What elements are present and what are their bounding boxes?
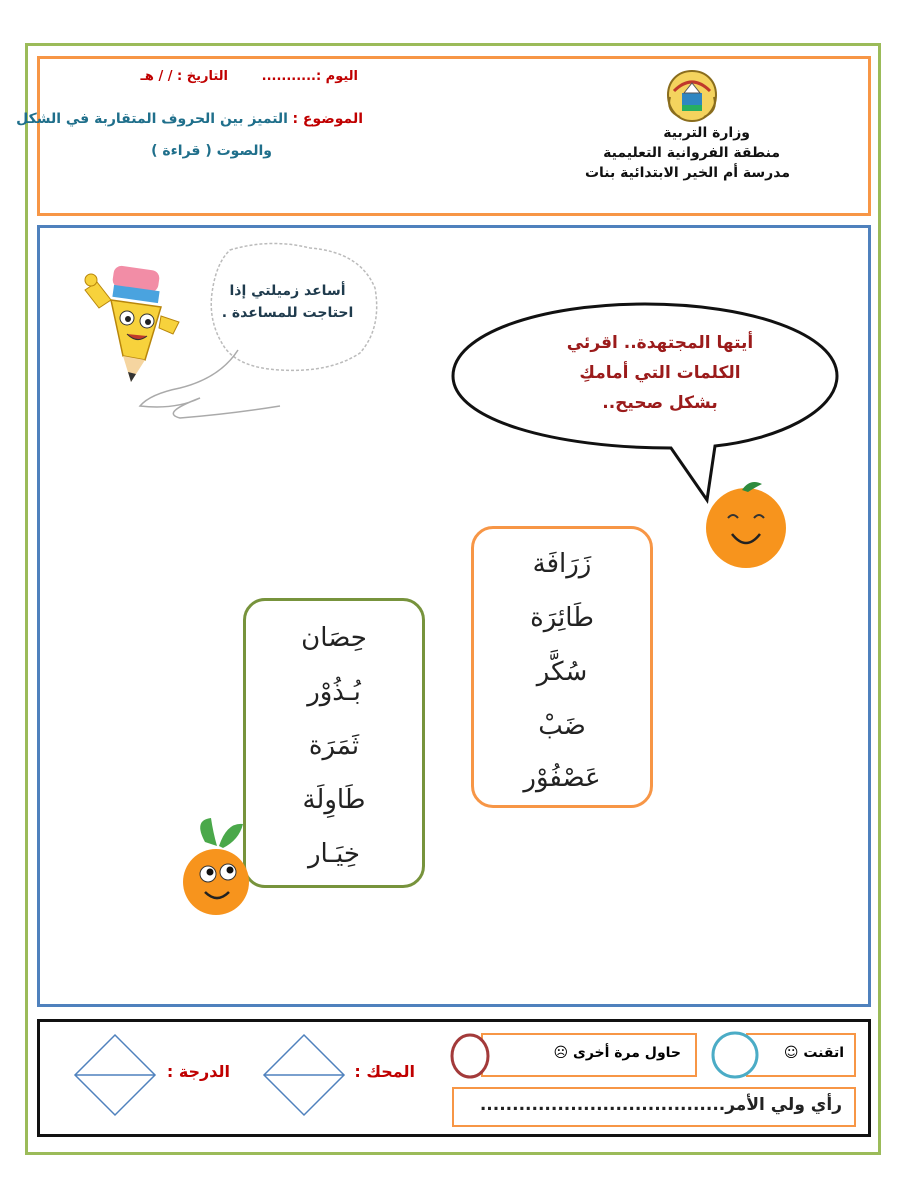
- grade-label: الدرجة :: [166, 1062, 230, 1081]
- word-item: خِيَـار: [307, 839, 360, 869]
- subject-text-2: والصوت ( قراءة ): [151, 143, 272, 159]
- orange-mascot-eyes-icon: [183, 812, 253, 924]
- helper-thought-cloud: [120, 238, 390, 423]
- word-item: طَاوِلَة: [302, 785, 366, 815]
- word-list-right: [471, 526, 653, 808]
- speech-line-1: أيتها المجتهدة.. اقرئي: [566, 333, 754, 353]
- word-item: عَصْفُوْر: [523, 763, 601, 793]
- parent-opinion-field[interactable]: رأي ولي الأمر......................................: [452, 1087, 856, 1127]
- ministry-name: وزارة التربية: [663, 125, 750, 141]
- speech-line-3: بشكل صحيح..: [602, 393, 718, 413]
- header-panel: [16, 56, 871, 216]
- subject-line: [16, 111, 363, 127]
- region-name: منطقة الفروانية التعليمية: [603, 145, 780, 161]
- day-field[interactable]: اليوم :...........: [261, 69, 358, 84]
- test-score-diamond[interactable]: [262, 1033, 346, 1117]
- word-list-left: [243, 598, 425, 888]
- helper-line-2: احتاجت للمساعدة .: [221, 305, 354, 321]
- ministry-emblem-icon: [662, 67, 722, 125]
- test-label: المحك :: [354, 1062, 415, 1081]
- try-again-option[interactable]: حاول مرة أخرى ☹: [481, 1033, 697, 1077]
- try-again-circle[interactable]: [448, 1032, 492, 1080]
- word-item: ضَبْ: [538, 711, 586, 741]
- word-item: حِصَان: [301, 623, 367, 653]
- word-item: ثَمَرَة: [308, 731, 360, 761]
- grade-diamond[interactable]: [73, 1033, 157, 1117]
- date-field[interactable]: التاريخ : / / هـ: [140, 69, 228, 84]
- speech-text: [530, 328, 790, 418]
- word-item: زَرَافَة: [532, 549, 592, 579]
- helper-text: [205, 280, 370, 324]
- mastered-option[interactable]: اتقنت ☺: [746, 1033, 856, 1077]
- word-item: سُكَّر: [536, 657, 588, 687]
- word-item: بُـذُوْر: [307, 677, 361, 707]
- mastered-circle[interactable]: [710, 1030, 760, 1080]
- school-name: مدرسة أم الخير الابتدائية بنات: [584, 165, 790, 181]
- word-item: طَائِرَة: [530, 603, 594, 633]
- subject-label: الموضوع :: [292, 111, 363, 127]
- orange-mascot-smile-icon: [698, 478, 794, 570]
- subject-text: التميز بين الحروف المتقاربة في الشكل: [16, 111, 288, 127]
- speech-line-2: الكلمات التي أمامكِ: [579, 363, 741, 383]
- helper-line-1: أساعد زميلتي إذا: [229, 283, 346, 299]
